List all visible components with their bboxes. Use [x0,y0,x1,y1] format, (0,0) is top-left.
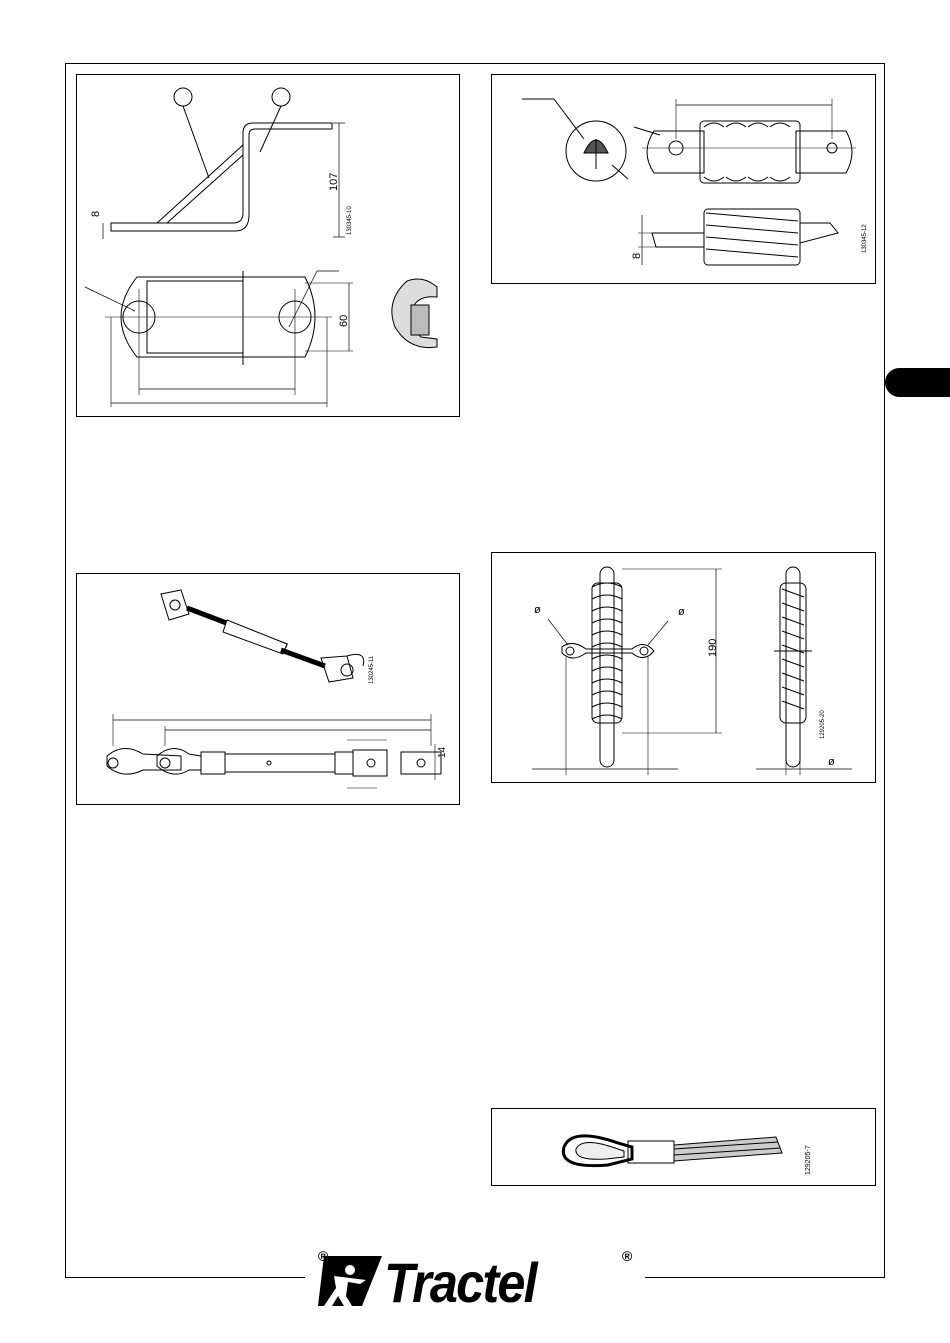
bracket-dim-height: 107 [328,172,340,191]
figure-thimble [491,1108,876,1186]
coil-spring-ref-code: 129205-20 [820,710,826,739]
figure-turnbuckle [76,573,460,805]
spring-tensioner-ref-code: 130345-12 [862,224,868,253]
tractel-logo [318,1248,638,1314]
bracket-dim-thickness: 8 [90,210,102,217]
coil-spring-dim-height: 190 [707,638,719,657]
figure-coil-spring [491,552,876,783]
bracket-ref-code: 130345-10 [347,206,353,235]
logo-reg-left: ® [318,1248,329,1264]
section-tab [885,368,950,397]
thimble-ref-code: 129205-7 [805,1145,812,1175]
coil-spring-diam-left: ø [534,604,541,616]
logo-reg-right: ® [622,1248,633,1264]
figure-spring-tensioner [491,74,876,284]
logo-wordmark: Tractel [384,1251,536,1314]
coil-spring-diam-side: ø [828,756,835,768]
turnbuckle-dim-width: 14 [437,746,448,758]
figure-bracket [76,74,460,417]
turnbuckle-ref-code: 130245-11 [369,655,375,684]
spring-tensioner-dim-thickness: 8 [631,252,643,259]
bracket-dim-width: 60 [338,314,350,327]
coil-spring-diam-right: ø [678,606,685,618]
